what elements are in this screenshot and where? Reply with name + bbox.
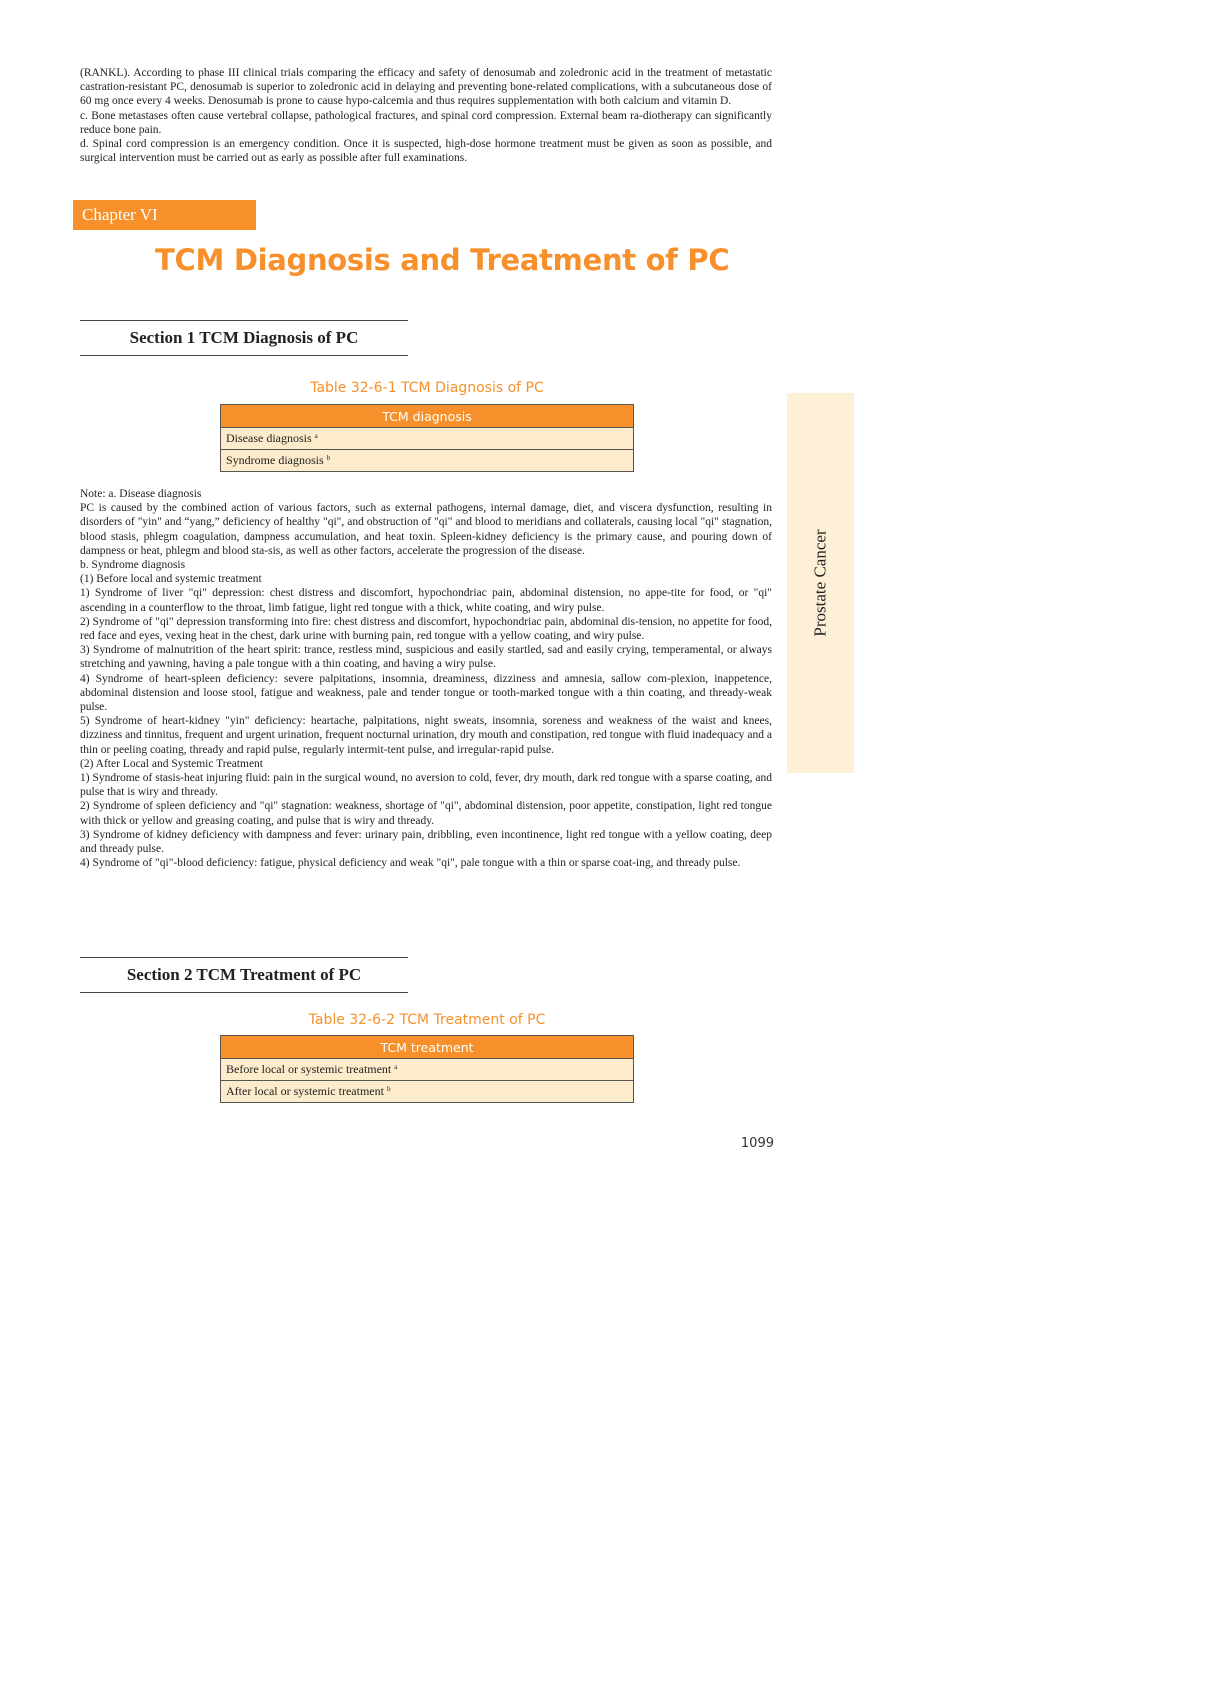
intro-paragraph: (RANKL). According to phase III clinical trials comparing the efficacy and safety of denosumab and zoledronic acid in the treatment of metastatic castration-resistant PC, denosumab is superior to zoledronic acid in delaying and preventing bone-related complications, with a subcutaneous dose of 60 mg once every 4 weeks. Denosumab is prone to cause hypo-calcemia and thus requires supplementation with both calcium and vitamin D. xyxy=(80,67,772,108)
note-paragraph: 5) Syndrome of heart-kidney "yin" deficiency: heartache, palpitations, night sweats, insomnia, soreness and weakness of the waist and knees, dizziness and tinnitus, frequent and urgent urination, frequent nocturnal urination, dry mouth and constipation, red tongue with fluid inadequacy and a thin or peeling coating, thready and rapid pulse, regularly intermit-tent pulse, and irregular-rapid pulse. xyxy=(80,715,772,756)
table-cell xyxy=(221,1059,634,1081)
chapter-label: Chapter VI xyxy=(73,200,256,230)
side-tab-wrapper xyxy=(787,393,854,773)
tcm-diagnosis-table xyxy=(220,404,634,472)
row-label: Syndrome diagnosis xyxy=(226,453,324,467)
section-1-heading: Section 1 TCM Diagnosis of PC xyxy=(80,320,408,356)
intro-paragraph: c. Bone metastases often cause vertebral collapse, pathological fractures, and spinal cord compression. External beam ra-diotherapy can significantly reduce bone pain. xyxy=(80,109,772,136)
row-label: Disease diagnosis xyxy=(226,431,312,445)
row-label: Before local or systemic treatment xyxy=(226,1062,392,1076)
notes-text xyxy=(80,487,772,870)
side-tab xyxy=(787,393,854,773)
side-tab-label: Prostate Cancer xyxy=(810,529,830,637)
table-cell xyxy=(221,428,634,450)
note-line: (2) After Local and Systemic Treatment xyxy=(80,757,264,770)
note-paragraph: 4) Syndrome of "qi"-blood deficiency: fatigue, physical deficiency and weak "qi", pale tongue with a thin or sparse coat-ing, and thready pulse. xyxy=(80,857,741,870)
note-paragraph: 1) Syndrome of liver "qi" depression: chest distress and discomfort, hypochondriac pain, abdominal distension, no appe-tite for food, or "qi" ascending in a counterflow to the throat, limb fatigue, light red tongue with a thick, white coating, and wiry pulse. xyxy=(80,587,772,614)
note-paragraph: PC is caused by the combined action of various factors, such as external pathogens, internal damage, diet, and viscera dysfunction, resulting in disorders of "yin" and “yang,” deficiency of healthy "qi", and obstruction of "qi" and blood to meridians and collaterals, causing local "qi" stagnation, blood stasis, phlegm coagulation, dampness accumulation, and heat toxin. Spleen-kidney deficiency is the primary cause, and pouring down of dampness or heat, phlegm and blood sta-sis, as well as other factors, accelerate the progression of the disease. xyxy=(80,502,772,557)
intro-text xyxy=(80,66,772,165)
tcm-treatment-table xyxy=(220,1035,634,1103)
table-cell xyxy=(221,450,634,472)
table-row xyxy=(221,1081,634,1103)
note-line: b. Syndrome diagnosis xyxy=(80,559,186,572)
table-header: TCM treatment xyxy=(221,1036,634,1059)
note-paragraph: 3) Syndrome of malnutrition of the heart spirit: trance, restless mind, suspicious and easily startled, sad and easily crying, temperamental, or always stretching and yawning, having a pale tongue with a thin coating, and having a wiry pulse. xyxy=(80,644,772,671)
table-header: TCM diagnosis xyxy=(221,405,634,428)
note-paragraph: 1) Syndrome of stasis-heat injuring fluid: pain in the surgical wound, no aversion to cold, fever, dry mouth, dark red tongue with a sparse coating, and pulse that is wiry and thready. xyxy=(80,772,772,799)
footnote-marker: b xyxy=(386,1085,391,1093)
table-row xyxy=(221,428,634,450)
section-2-heading: Section 2 TCM Treatment of PC xyxy=(80,957,408,993)
note-paragraph: 2) Syndrome of spleen deficiency and "qi" stagnation: weakness, shortage of "qi", abdominal distension, poor appetite, constipation, light red tongue with thick or yellow and greasing coating, and pulse that is wiry and thready. xyxy=(80,800,772,827)
note-line: (1) Before local and systemic treatment xyxy=(80,573,262,586)
table-row xyxy=(221,1059,634,1081)
table-1-caption: Table 32-6-1 TCM Diagnosis of PC xyxy=(310,380,544,396)
note-line: Note: a. Disease diagnosis xyxy=(80,488,202,500)
row-label: After local or systemic treatment xyxy=(226,1084,384,1098)
table-row xyxy=(221,450,634,472)
table-2-caption: Table 32-6-2 TCM Treatment of PC xyxy=(308,1012,546,1028)
intro-paragraph: d. Spinal cord compression is an emergency condition. Once it is suspected, high-dose hormone treatment must be given as soon as possible, and surgical intervention must be carried out as early as possible after full examinations. xyxy=(80,138,772,165)
page-number: 1099 xyxy=(740,1136,774,1151)
note-paragraph: 2) Syndrome of "qi" depression transforming into fire: chest distress and discomfort, hypochondriac pain, abdominal dis-tension, no appetite for food, red face and eyes, vexing heat in the chest, dark urine with burning pain, red tongue with a yellow coating, and wiry pulse. xyxy=(80,615,772,643)
footnote-marker: b xyxy=(326,454,331,462)
footnote-marker: a xyxy=(314,432,318,440)
footnote-marker: a xyxy=(394,1063,398,1071)
note-paragraph: 3) Syndrome of kidney deficiency with dampness and fever: urinary pain, dribbling, even incontinence, light red tongue with a yellow coating, deep and thready pulse. xyxy=(80,828,772,856)
table-cell xyxy=(221,1081,634,1103)
note-paragraph: 4) Syndrome of heart-spleen deficiency: severe palpitations, insomnia, dreaminess, dizziness and amnesia, sallow com-plexion, inappetence, abdominal distension and loose stool, fatigue and weakness, pale and tender tongue or tooth-marked tongue with a thin coating, and thready-weak pulse. xyxy=(80,672,772,714)
chapter-title: TCM Diagnosis and Treatment of PC xyxy=(155,243,730,277)
